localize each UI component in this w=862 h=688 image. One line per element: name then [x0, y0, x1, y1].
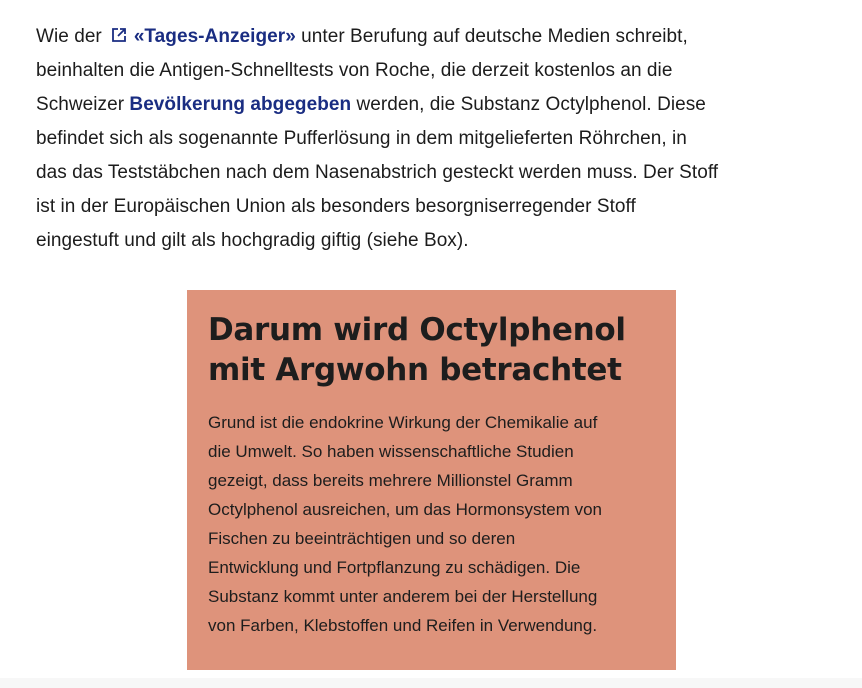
line-1-suffix: unter Berufung auf deutsche Medien schreibt,	[295, 26, 688, 47]
line-1-prefix: Wie der	[36, 26, 102, 47]
info-box-text-line: von Farben, Klebstoffen und Reifen in Verwendung.	[208, 616, 598, 635]
paragraph-line-5: das das Teststäbchen nach dem Nasenabstrich gesteckt werden muss. Der Stoff	[36, 162, 719, 183]
info-box	[187, 290, 676, 670]
info-box-text	[208, 408, 656, 640]
paragraph-line-1	[36, 20, 836, 54]
info-box-text-line: gezeigt, dass bereits mehrere Millionstel Gramm	[208, 471, 573, 490]
info-box-title	[208, 310, 656, 390]
paragraph-line-7: eingestuft und gilt als hochgradig giftig (siehe Box).	[36, 230, 469, 251]
info-box-text-line: Grund ist die endokrine Wirkung der Chemikalie auf	[208, 413, 598, 432]
info-box-title-line-2: mit Argwohn betrachtet	[208, 352, 622, 388]
info-box-text-line: Entwicklung und Fortpflanzung zu schädigen. Die	[208, 558, 581, 577]
paragraph-line-2: beinhalten die Antigen-Schnelltests von Roche, die derzeit kostenlos an die	[36, 60, 673, 81]
paragraph-line-3	[36, 88, 836, 122]
article-paragraph	[36, 20, 836, 258]
tages-anzeiger-link[interactable]: «Tages-Anzeiger»	[133, 26, 296, 47]
paragraph-line-6: ist in der Europäischen Union als besonders besorgniserregender Stoff	[36, 196, 636, 217]
info-box-title-line-1: Darum wird Octylphenol	[208, 312, 626, 348]
info-box-text-line: die Umwelt. So haben wissenschaftliche Studien	[208, 442, 574, 461]
article-body	[36, 20, 836, 258]
external-link-icon[interactable]	[110, 26, 128, 44]
line-3-suffix: werden, die Substanz Octylphenol. Diese	[351, 94, 706, 115]
info-box-text-line: Octylphenol ausreichen, um das Hormonsystem von	[208, 500, 603, 519]
line-3-prefix: Schweizer	[36, 94, 130, 115]
info-box-text-line: Fischen zu beeinträchtigen und so deren	[208, 529, 516, 548]
paragraph-line-4: befindet sich als sogenannte Pufferlösung in dem mitgelieferten Röhrchen, in	[36, 128, 687, 149]
page-bottom-divider	[0, 678, 862, 688]
bevoelkerung-abgegeben-link[interactable]: Bevölkerung abgegeben	[129, 94, 352, 115]
info-box-text-line: Substanz kommt unter anderem bei der Herstellung	[208, 587, 598, 606]
